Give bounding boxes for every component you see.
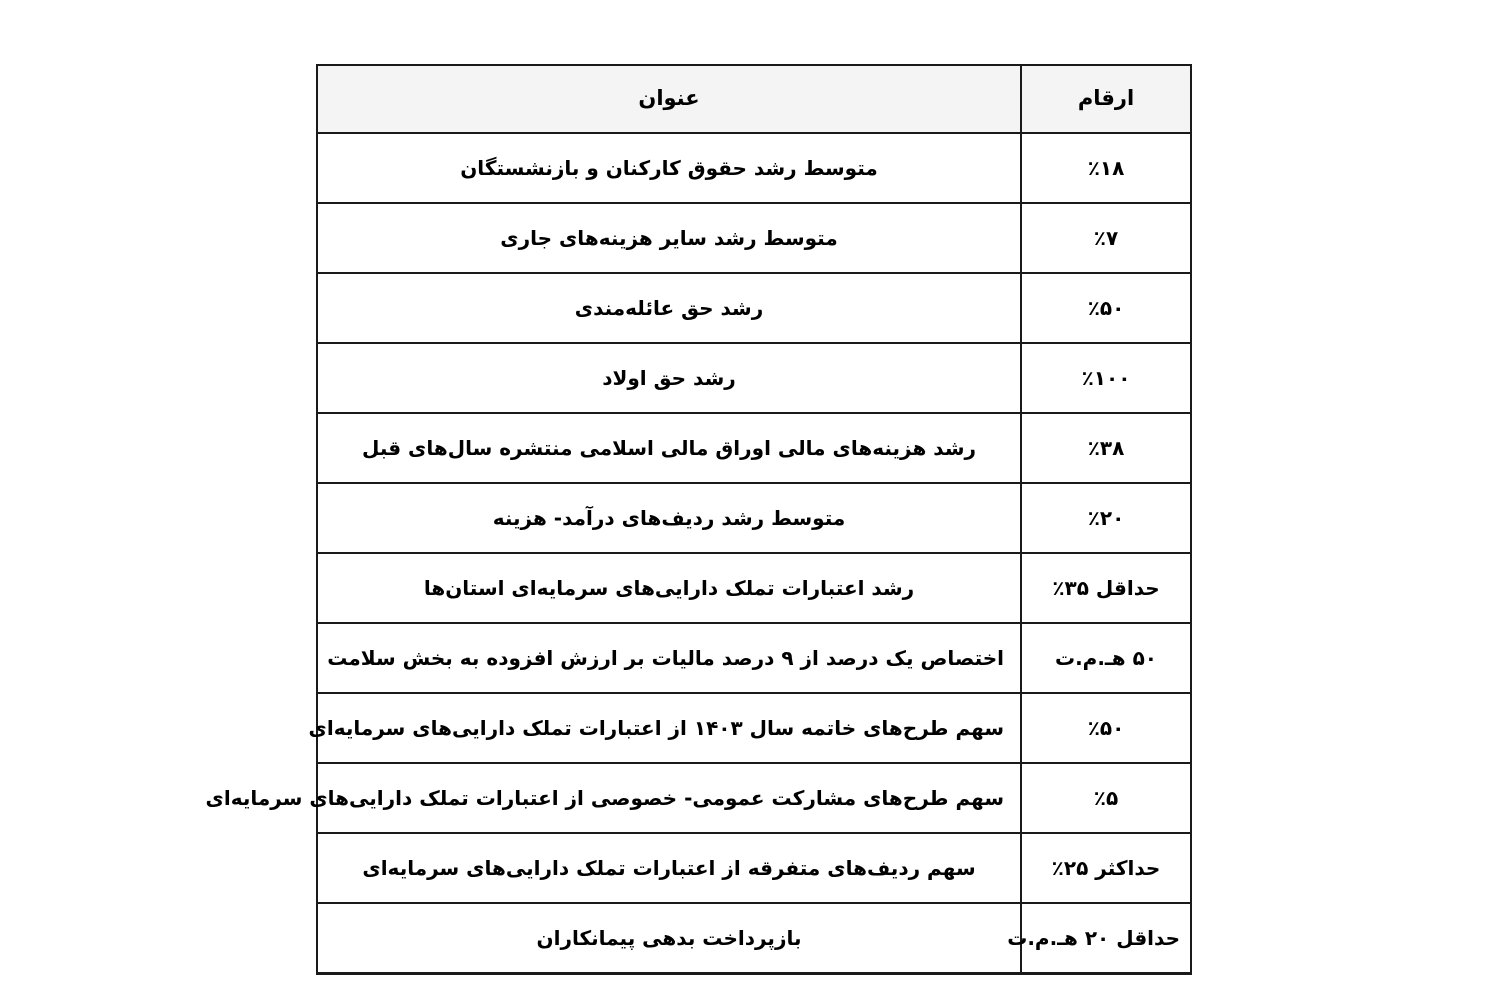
table-row <box>317 623 1191 693</box>
budget-table <box>205 64 1192 975</box>
table-row <box>317 553 1191 623</box>
column-header-title: عنوان <box>317 65 1021 133</box>
table-row <box>317 763 1191 833</box>
table-cell-figure: ٪۷ <box>1021 203 1191 273</box>
table-cell-figure: ٪۵ <box>1021 763 1191 833</box>
table-cell-figure: ۵۰ هـ.م.ت <box>1021 623 1191 693</box>
table-row <box>317 693 1191 763</box>
table-row <box>317 413 1191 483</box>
table-cell-title: بازپرداخت بدهی پیمانکاران <box>317 903 1021 974</box>
table-cell-figure: حداقل ۲۰ هـ.م.ت <box>1021 903 1191 974</box>
table-cell-title: رشد حق عائله‌مندی <box>317 273 1021 343</box>
table-cell-title: رشد هزینه‌های مالی اوراق مالی اسلامی منتشره سال‌های قبل <box>317 413 1021 483</box>
column-header-figure: ارقام <box>1021 65 1191 133</box>
table-cell-title: متوسط رشد ردیف‌های درآمد- هزینه <box>317 483 1021 553</box>
table-cell-title: متوسط رشد حقوق کارکنان و بازنشستگان <box>317 133 1021 203</box>
table-cell-title: سهم طرح‌های خاتمه سال ۱۴۰۳ از اعتبارات تملک دارایی‌های سرمایه‌ای <box>317 693 1021 763</box>
table-row <box>317 273 1191 343</box>
table-header-row <box>317 65 1191 133</box>
budget-table-container <box>205 64 1192 975</box>
table-row <box>317 203 1191 273</box>
table-row <box>317 343 1191 413</box>
table-cell-figure: ٪۱۰۰ <box>1021 343 1191 413</box>
table-row <box>317 903 1191 974</box>
table-cell-figure: حداقل ۳۵٪ <box>1021 553 1191 623</box>
table-cell-title: اختصاص یک درصد از ۹ درصد مالیات بر ارزش افزوده به بخش سلامت <box>317 623 1021 693</box>
table-cell-figure: ٪۵۰ <box>1021 693 1191 763</box>
table-cell-figure: حداکثر ۲۵٪ <box>1021 833 1191 903</box>
table-row <box>317 133 1191 203</box>
table-cell-title: رشد اعتبارات تملک دارایی‌های سرمایه‌ای استان‌ها <box>317 553 1021 623</box>
table-row <box>317 833 1191 903</box>
table-cell-title: رشد حق اولاد <box>317 343 1021 413</box>
table-cell-figure: ٪۵۰ <box>1021 273 1191 343</box>
table-cell-title: متوسط رشد سایر هزینه‌های جاری <box>317 203 1021 273</box>
table-header <box>317 65 1191 133</box>
table-cell-figure: ٪۲۰ <box>1021 483 1191 553</box>
table-cell-title: سهم ردیف‌های متفرقه از اعتبارات تملک دارایی‌های سرمایه‌ای <box>317 833 1021 903</box>
table-row <box>317 483 1191 553</box>
table-cell-title: سهم طرح‌های مشارکت عمومی- خصوصی از اعتبارات تملک دارایی‌های سرمایه‌ای <box>317 763 1021 833</box>
table-body <box>205 133 1191 974</box>
table-cell-figure: ٪۳۸ <box>1021 413 1191 483</box>
table-cell-figure: ٪۱۸ <box>1021 133 1191 203</box>
